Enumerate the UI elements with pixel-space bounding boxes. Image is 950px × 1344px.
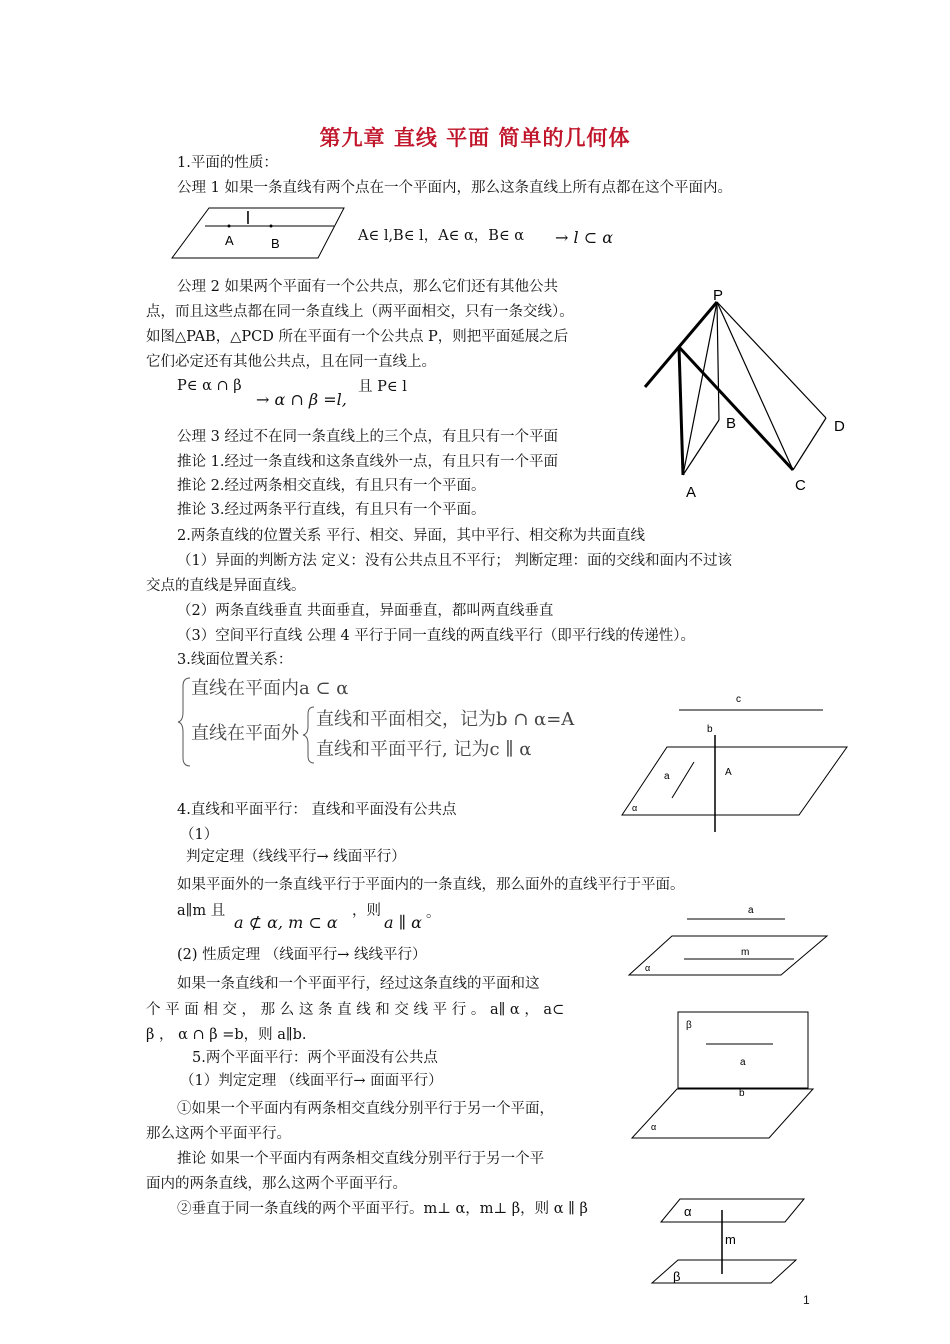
label-b: b <box>707 724 713 735</box>
axiom-3: 公理 3 经过不在同一条直线上的三个点，有且只有一个平面 <box>177 429 558 445</box>
corollary-2: 推论 2.经过两条相交直线，有且只有一个平面。 <box>177 478 486 494</box>
label-A: A <box>225 233 234 248</box>
line-in-plane: 直线在平面内a ⊂ α <box>191 678 349 699</box>
section-4-item-1-sym-e: 。 <box>426 905 441 921</box>
figure-plane-parallel-property <box>632 1012 813 1138</box>
label-A: A <box>725 767 732 778</box>
section-2-item-2: （2）两条直线垂直 共面垂直，异面垂直，都叫两直线垂直 <box>177 603 554 619</box>
label-P: P <box>713 287 724 304</box>
label-A: A <box>686 484 697 501</box>
label-alpha: α <box>632 803 638 813</box>
section-4-item-1-title: 判定定理（线线平行→ 线面平行） <box>186 849 406 865</box>
section-5-heading: 5.两个平面平行：两个平面没有公共点 <box>192 1050 438 1066</box>
line-parallel-plane: 直线和平面平行, 记为c ∥ α <box>316 739 532 760</box>
section-5-cond-2: ②垂直于同一条直线的两个平面平行。m⊥ α，m⊥ β，则 α ∥ β <box>177 1201 588 1217</box>
corollary-3: 推论 3.经过两条平行直线，有且只有一个平面。 <box>177 502 486 518</box>
label-m: m <box>725 1232 736 1247</box>
axiom-2-line3: 如图△PAB，△PCD 所在平面有一个公共点 P，则把平面延展之后 <box>146 329 569 345</box>
line-intersects-plane: 直线和平面相交，记为b ∩ α=A <box>316 709 575 730</box>
section-4-item-1-sym-a: a∥m 且 <box>177 903 226 919</box>
section-4-item-2b: 个 平 面 相 交 ， 那 么 这 条 直 线 和 交 线 平 行 。 a∥ α ， a⊂ <box>146 1002 565 1018</box>
figure-axiom-2 <box>645 287 845 501</box>
corollary-1: 推论 1.经过一条直线和这条直线外一点，有且只有一个平面 <box>177 454 558 470</box>
label-l: l <box>246 209 250 224</box>
axiom-1: 公理 1 如果一条直线有两个点在一个平面内，那么这条直线上所有点都在这个平面内。 <box>177 180 732 196</box>
axiom-2-line2: 点，而且这些点都在同一条直线上（两平面相交，只有一条交线）。 <box>146 304 574 320</box>
label-a: a <box>748 905 754 916</box>
axiom-2-line1: 公理 2 如果两个平面有一个公共点，那么它们还有其他公共 <box>177 279 558 295</box>
label-C: C <box>795 477 806 494</box>
section-4-item-1-sym-b: a ⊄ α, m ⊂ α <box>234 913 338 932</box>
label-alpha: α <box>645 963 651 973</box>
label-beta: β <box>673 1269 681 1284</box>
section-4-item-1-sym-d: a ∥ α <box>384 913 422 932</box>
section-4-item-1-desc: 如果平面外的一条直线平行于平面内的一条直线，那么面外的直线平行于平面。 <box>177 877 685 893</box>
section-5-corollary-a: 推论 如果一个平面内有两条相交直线分别平行于另一个平 <box>177 1151 545 1167</box>
section-4-item-1-sym-c: ，则 <box>352 903 381 919</box>
axiom-2-line4: 它们必定还有其他公共点，且在同一直线上。 <box>146 354 436 370</box>
label-B: B <box>726 415 737 432</box>
section-4-heading: 4.直线和平面平行： 直线和平面没有公共点 <box>177 802 457 818</box>
section-4-item-1-number: （1） <box>180 827 219 843</box>
chapter-title: 第九章 直线 平面 简单的几何体 <box>319 126 631 150</box>
label-c: c <box>736 694 741 705</box>
axiom-2-tail: 且 P∈ l <box>358 379 407 395</box>
label-B: B <box>271 236 280 251</box>
axiom-2-result: → α ∩ β =l, <box>256 390 347 409</box>
figure-axiom-1 <box>172 208 344 258</box>
section-2-item-1a: （1）异面的判断方法 定义：没有公共点且不平行； 判断定理：面的交线和面内不过该 <box>177 553 732 569</box>
section-5-item-1: （1）判定定理 （线面平行→ 面面平行） <box>180 1073 443 1089</box>
figure-perpendicular-planes <box>652 1199 804 1284</box>
section-2-heading: 2.两条直线的位置关系 平行、相交、异面，其中平行、相交称为共面直线 <box>177 528 645 544</box>
figure-line-plane <box>622 694 847 832</box>
label-a: a <box>664 771 670 782</box>
section-4-item-2a: 如果一条直线和一个平面平行，经过这条直线的平面和这 <box>177 976 540 992</box>
label-m: m <box>741 947 750 958</box>
page-number: 1 <box>803 1293 810 1307</box>
label-beta: β <box>686 1020 692 1031</box>
section-2-item-1b: 交点的直线是异面直线。 <box>146 578 306 594</box>
axiom-1-symbols: A∈ l,B∈ l，A∈ α，B∈ α <box>358 228 525 244</box>
label-alpha: α <box>651 1122 657 1132</box>
axiom-1-result: → l ⊂ α <box>555 228 613 247</box>
label-D: D <box>834 418 845 435</box>
label-a: a <box>740 1057 746 1068</box>
section-4-item-2: (2) 性质定理 （线面平行→ 线线平行） <box>177 947 427 963</box>
section-1-heading: 1.平面的性质： <box>177 155 278 171</box>
figure-line-plane-parallel <box>629 905 827 975</box>
section-3-brace <box>178 678 314 766</box>
line-outside-plane: 直线在平面外 <box>191 723 299 744</box>
section-4-item-2c: β ， α ∩ β =b，则 a∥b. <box>146 1027 307 1043</box>
section-5-cond-1b: 那么这两个平面平行。 <box>146 1126 291 1142</box>
label-b: b <box>739 1088 745 1099</box>
section-5-corollary-b: 面内的两条直线，那么这两个平面平行。 <box>146 1176 407 1192</box>
section-3-heading: 3.线面位置关系： <box>177 652 293 668</box>
section-5-cond-1a: ①如果一个平面内有两条相交直线分别平行于另一个平面， <box>177 1101 554 1117</box>
section-2-item-3: （3）空间平行直线 公理 4 平行于同一直线的两直线平行（即平行线的传递性）。 <box>177 628 696 644</box>
label-alpha: α <box>684 1204 692 1219</box>
axiom-2-symbols: P∈ α ∩ β <box>177 378 242 394</box>
